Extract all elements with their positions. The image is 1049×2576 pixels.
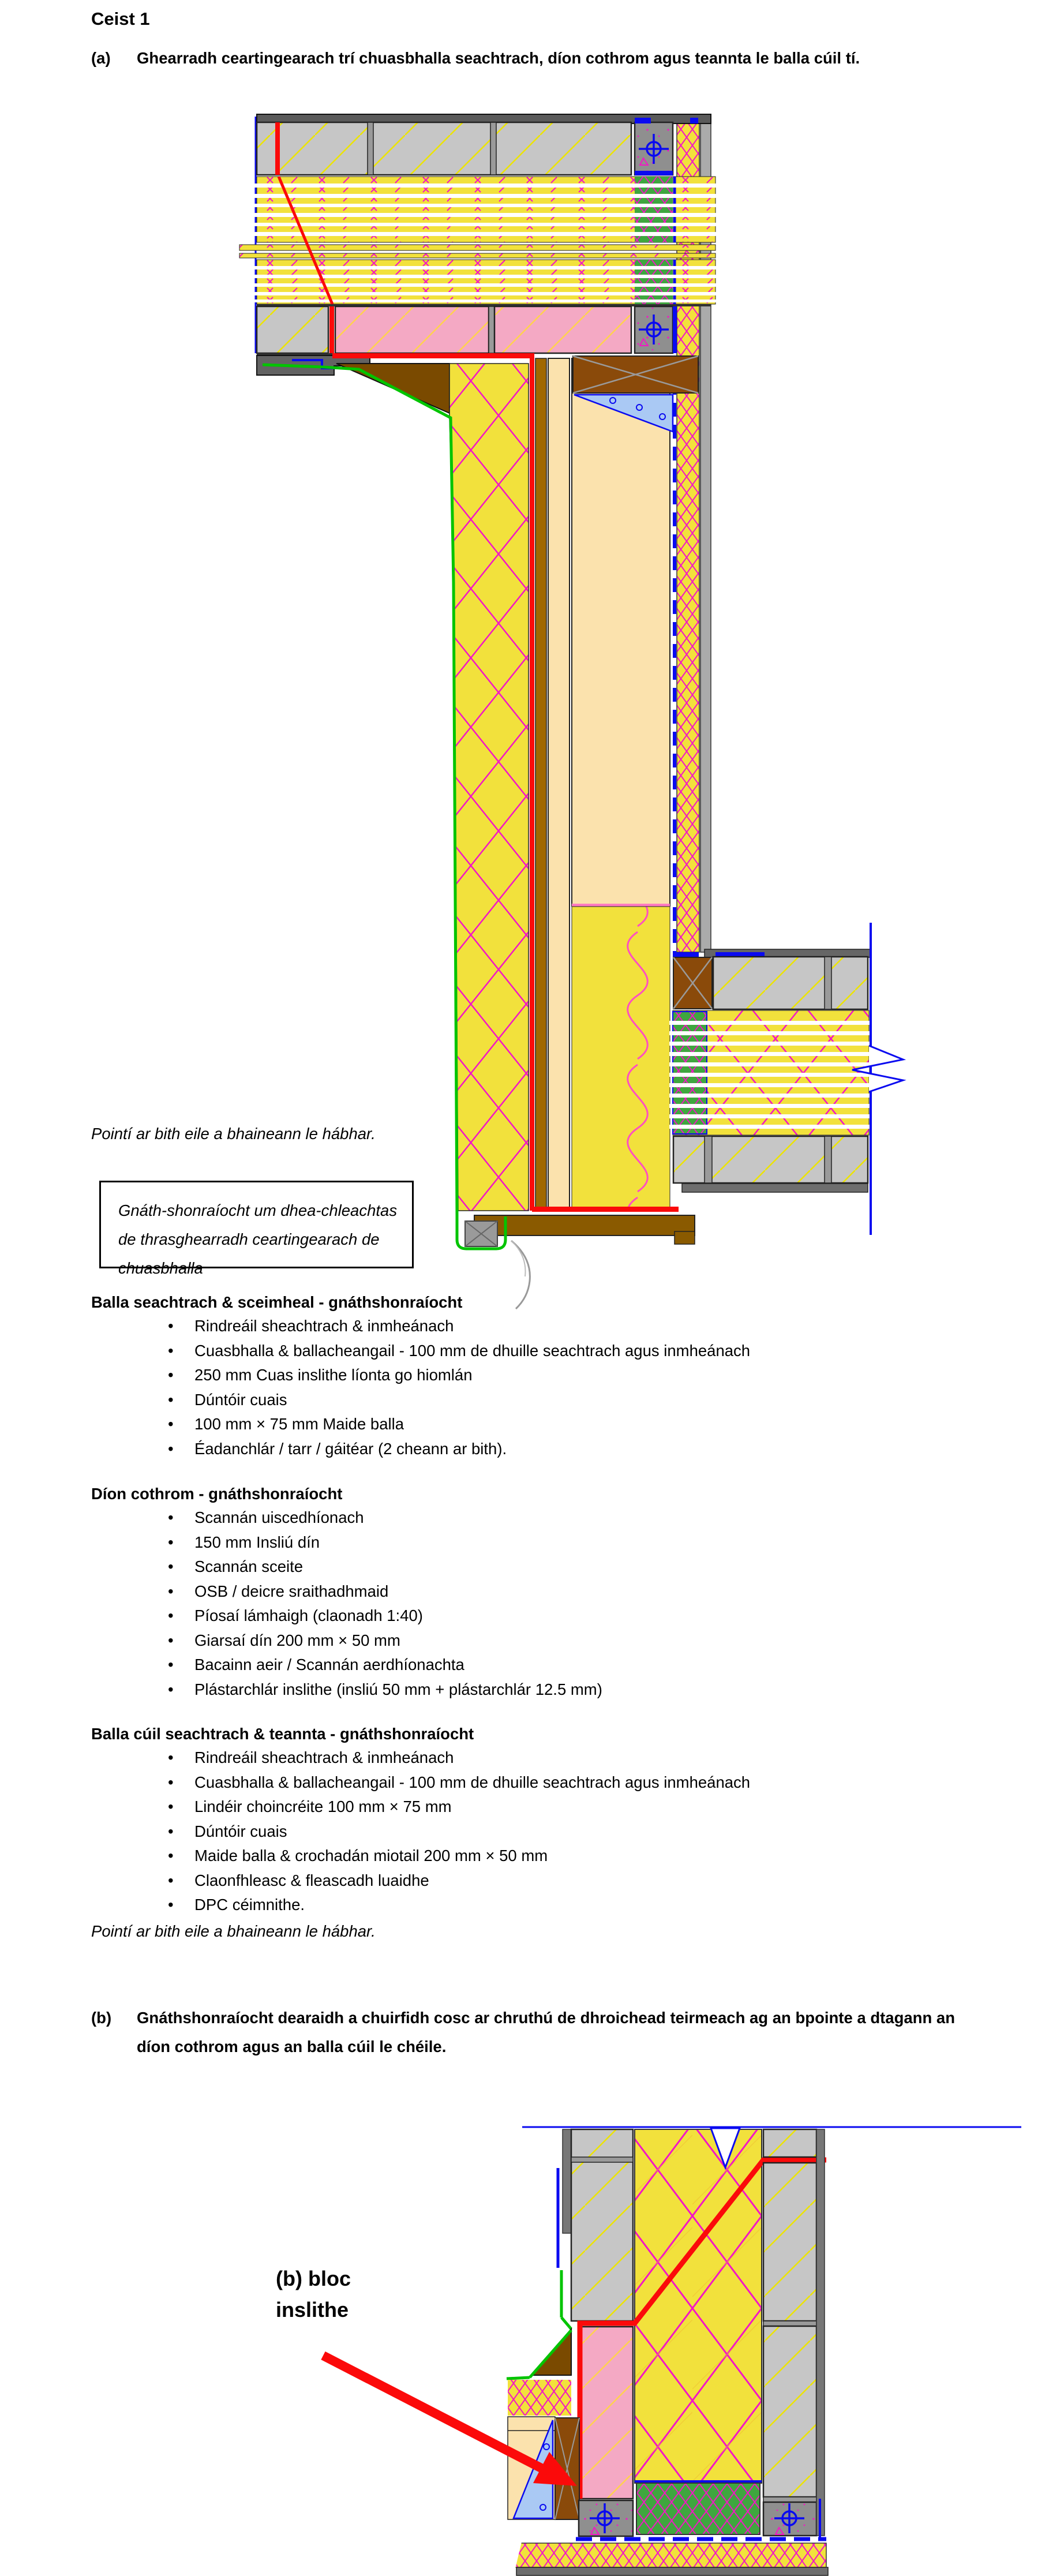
section-heading-external-wall: Balla seachtrach & sceimheal - gnáthshonraíocht xyxy=(91,1293,463,1311)
inner-render xyxy=(563,2129,571,2233)
parapet-blockwork xyxy=(257,118,698,175)
bullet-item: • Scannán sceite xyxy=(168,1559,1005,1575)
bullet-item: • Lindéir choincréite 100 mm × 75 mm xyxy=(168,1799,1005,1815)
insulated-block xyxy=(494,306,631,353)
wall-section-layers xyxy=(263,356,698,1215)
bullet-item: • Giarsaí dín 200 mm × 50 mm xyxy=(168,1633,1005,1649)
head-plate-timber xyxy=(474,1215,695,1235)
diagram-b-thermal-bridge-detail xyxy=(323,2127,1021,2576)
bullet-item: • 100 mm × 75 mm Maide balla xyxy=(168,1416,1005,1432)
bullet-list-flat-roof xyxy=(168,1510,1005,1706)
roof-insulation-b xyxy=(508,2380,571,2416)
membrane-red-horizontal xyxy=(332,353,534,358)
rear-wall-blockwork-lower xyxy=(673,1136,868,1183)
floor-insulation xyxy=(508,2543,826,2567)
membrane-red-vertical xyxy=(530,358,534,1211)
floor-slab xyxy=(516,2567,828,2575)
insulated-block-b xyxy=(579,2327,633,2499)
bullet-item: • Píosaí lámhaigh (claonadh 1:40) xyxy=(168,1608,1005,1624)
bullet-list-rear-wall xyxy=(168,1750,1005,1922)
bullet-item: • 250 mm Cuas inslithe líonta go hiomlán xyxy=(168,1367,1005,1383)
bullet-item: • Rindreáil sheachtrach & inmheánach xyxy=(168,1318,1005,1334)
bullet-item: • Maide balla & crochadán miotail 200 mm × 50 mm xyxy=(168,1848,1005,1864)
flat-roof-rear-wall-junction xyxy=(669,923,903,1235)
bullet-item: • Claonfhleasc & fleascadh luaidhe xyxy=(168,1873,1005,1889)
question-a-text: Ghearradh ceartingearach trí chuasbhalla seachtrach, díon cothrom agus teannta le balla cúil tí. xyxy=(137,49,860,67)
rear-wall-blockwork-upper xyxy=(713,957,868,1009)
bullet-item: • Cuasbhalla & ballacheangail - 100 mm de dhuille seachtrach agus inmheánach xyxy=(168,1774,1005,1791)
spec-box: Gnáth-shonraíocht um dhea-chleachtas de thrasghearradh ceartingearach de chuasbhalla xyxy=(99,1181,414,1268)
question-b-label: (b) xyxy=(91,2009,112,2027)
wall-cavity-insulation xyxy=(449,364,529,1211)
membrane-green xyxy=(263,365,457,1215)
bullet-item: • Scannán uiscedhíonach xyxy=(168,1510,1005,1526)
bullet-item: • Cuasbhalla & ballacheangail - 100 mm de dhuille seachtrach agus inmheánach xyxy=(168,1343,1005,1359)
outer-leaf-blockwork xyxy=(763,2163,816,2321)
bullet-item: • Éadanchlár / tarr / gáitéar (2 cheann ar bith). xyxy=(168,1441,1005,1457)
bullet-item: • Dúntóir cuais xyxy=(168,1824,1005,1840)
osb-sheathing xyxy=(535,358,546,1211)
outer-render xyxy=(816,2129,825,2536)
outer-leaf-blockwork xyxy=(763,2129,816,2157)
note-other-relevant-points-1: Pointí ar bith eile a bhaineann le hábhar. xyxy=(91,1125,376,1143)
outer-leaf-blockwork xyxy=(763,2326,816,2497)
quilt-insulation-between-studs xyxy=(572,907,670,1211)
question-b-text: Gnáthshonraíocht dearaidh a chuirfidh cosc ar chruthú de dhroichead teirmeach ag an bpointe a dtagann an díon cothrom agus an balla cúil le chéile. xyxy=(137,2009,956,2055)
bullet-item: • Dúntóir cuais xyxy=(168,1392,1005,1408)
section-heading-rear-wall: Balla cúil seachtrach & teannta - gnáthshonraíocht xyxy=(91,1725,474,1743)
bullet-item: • Rindreáil sheachtrach & inmheánach xyxy=(168,1750,1005,1766)
roof-edge-soffit xyxy=(257,355,449,413)
roof-layer-strips-upper xyxy=(251,177,721,242)
dense-block-b xyxy=(636,2483,760,2534)
fascia-curve xyxy=(511,1241,530,1309)
insulated-block xyxy=(335,306,489,353)
bullet-item: • DPC céimnithe. xyxy=(168,1897,1005,1913)
page-title: Ceist 1 xyxy=(91,9,150,29)
bullet-item: • 150 mm Insliú dín xyxy=(168,1534,1005,1551)
render-line-red xyxy=(275,122,280,175)
bullet-list-external-wall xyxy=(168,1318,1005,1465)
bullet-item: • OSB / deicre sraithadhmaid xyxy=(168,1583,1005,1600)
timber-leaf xyxy=(572,358,670,906)
bullet-item: • Plástarchlár inslithe (insliú 50 mm + plástarchlár 12.5 mm) xyxy=(168,1682,1005,1698)
diagram-b-annotation-label: (b) bloc inslithe xyxy=(276,2267,351,2322)
note-other-relevant-points-2: Pointí ar bith eile a bhaineann le hábhar. xyxy=(91,1922,376,1940)
section-heading-flat-roof: Díon cothrom - gnáthshonraíocht xyxy=(91,1485,343,1503)
bullet-item: • Bacainn aeir / Scannán aerdhíonachta xyxy=(168,1657,1005,1673)
wall-base-fascia xyxy=(457,1207,695,1309)
timber-stud-inner xyxy=(548,358,570,1211)
question-a-label: (a) xyxy=(91,49,111,67)
insulated-block-band xyxy=(257,304,711,356)
